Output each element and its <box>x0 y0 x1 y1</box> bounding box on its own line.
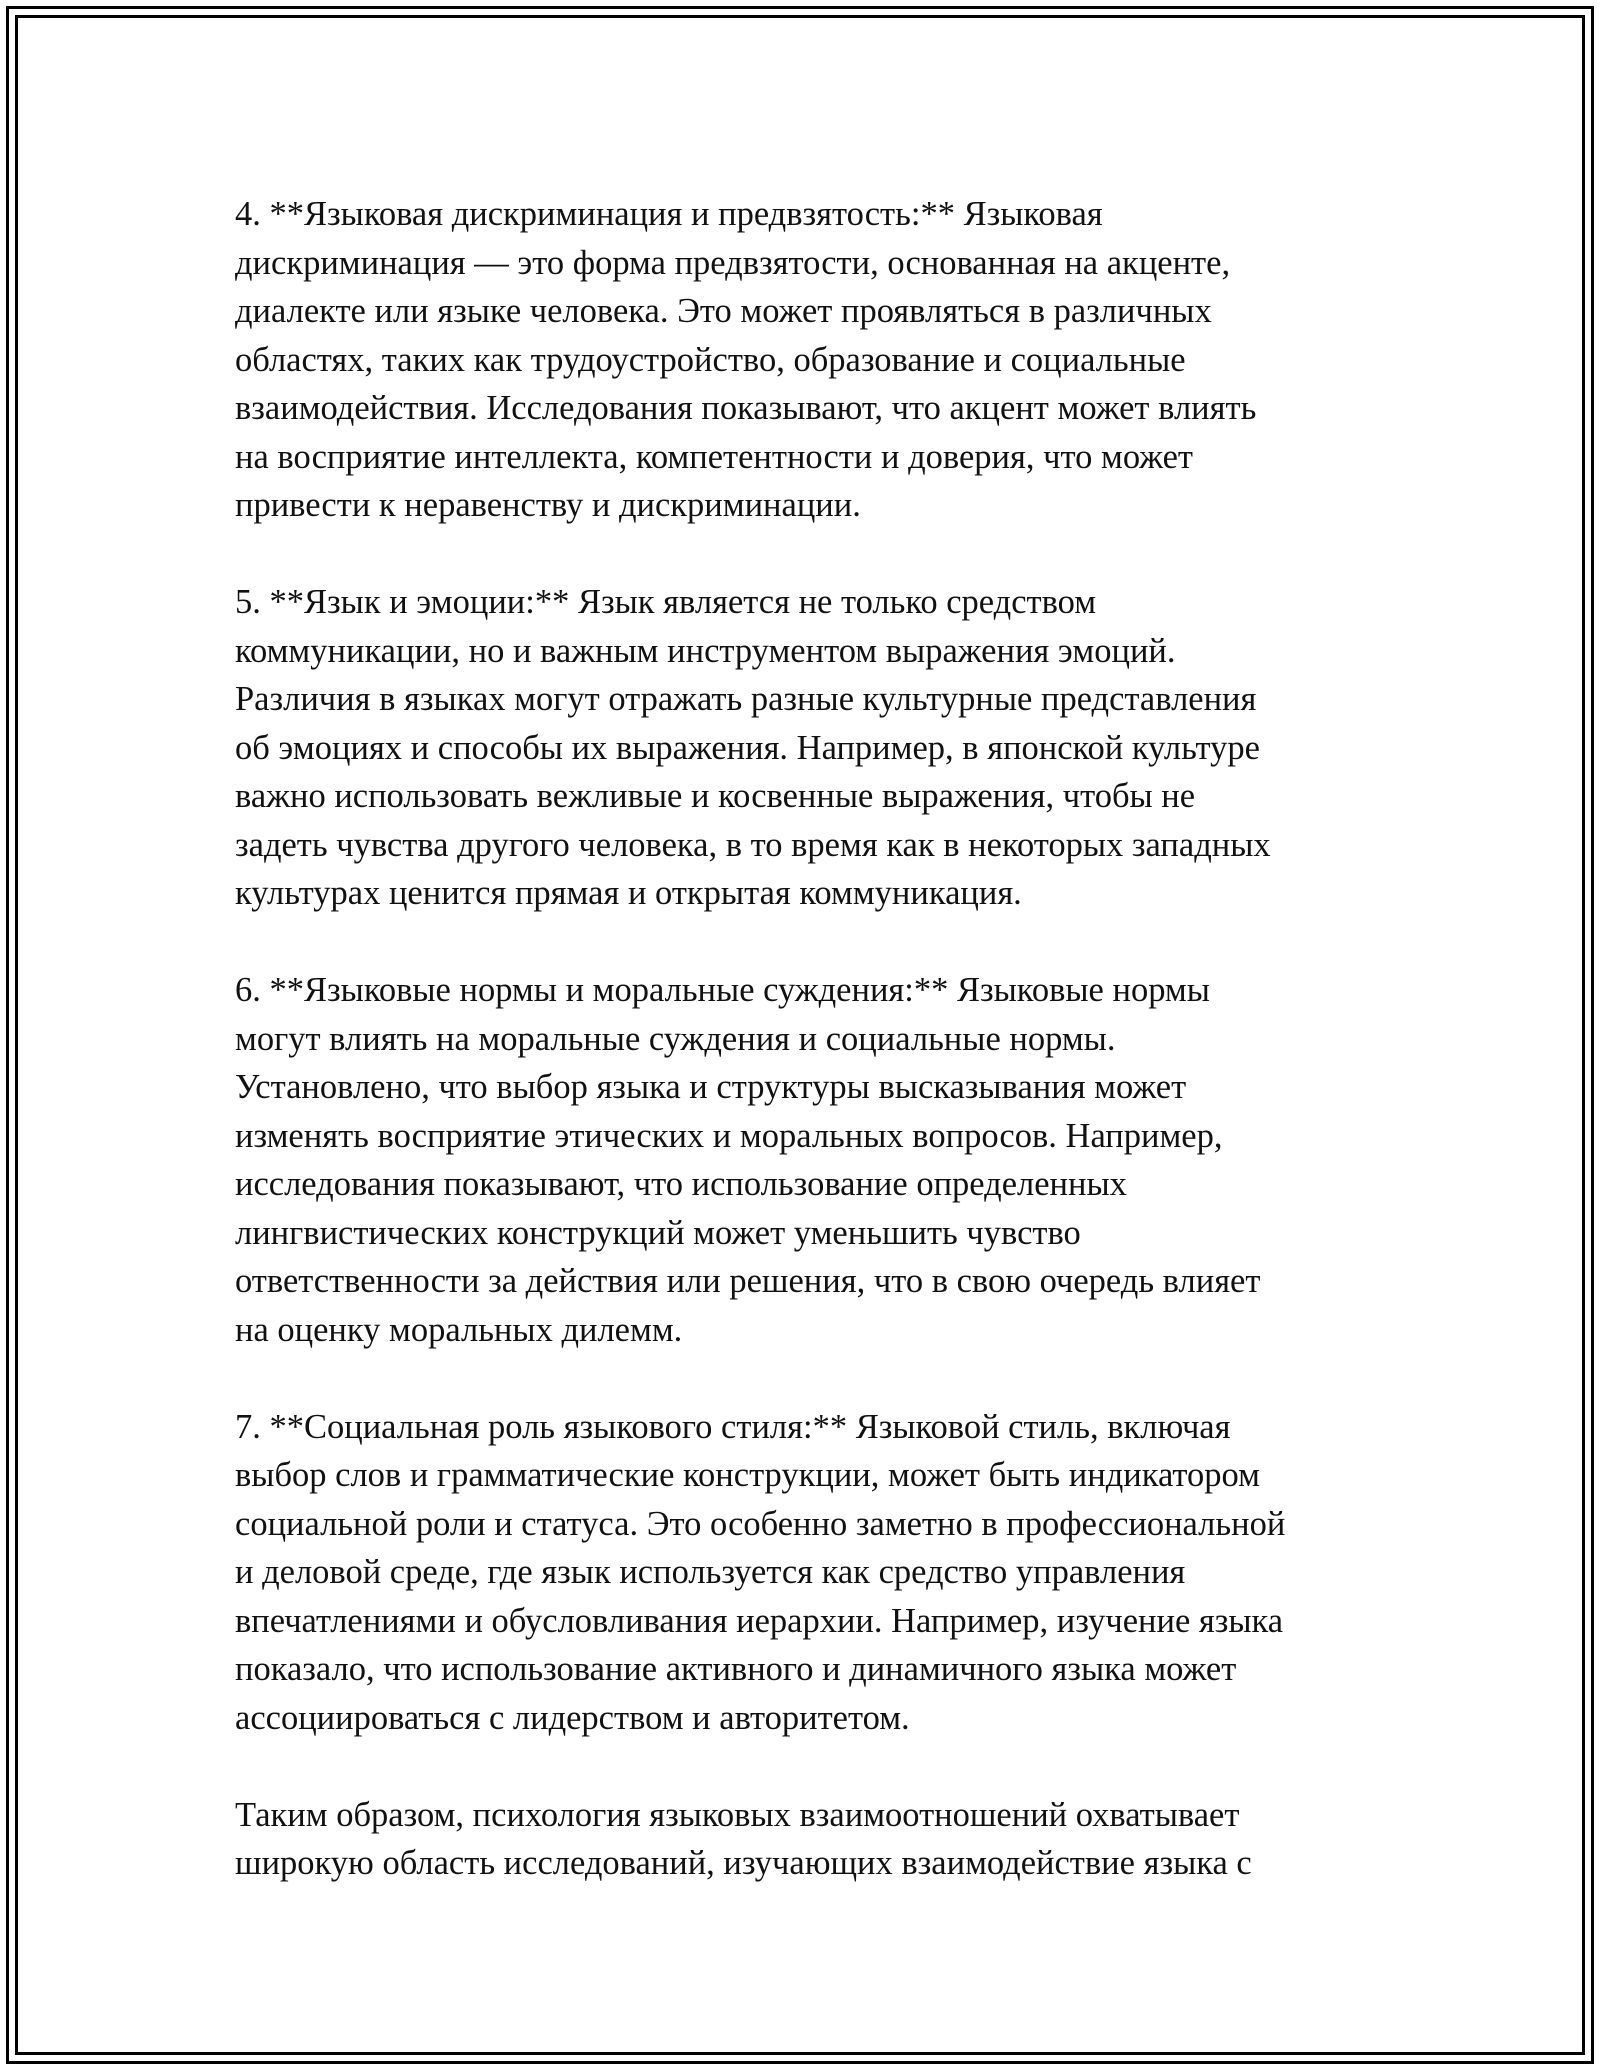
paragraph-conclusion: Таким образом, психология языковых взаимоотношений охватывает широкую область исследований, изучающих взаимодействие языка с <box>235 1795 1252 1882</box>
paragraph-social-role-language-style: 7. **Социальная роль языкового стиля:** Языковой стиль, включая выбор слов и грамматические конструкции, может быть индикатором социальной роли и статуса. Это особенно заметно в профессиональной и деловой среде, где язык используется как средство управления впечатлениями и обусловливания иерархии. Например, изучение языка показало, что использование активного и динамичного языка может ассоциироваться с лидерством и авторитетом. <box>235 1407 1286 1737</box>
paragraph-language-discrimination: 4. **Языковая дискриминация и предвзятость:** Языковая дискриминация — это форма предвзятости, основанная на акценте, диалекте или языке человека. Это может проявляться в различных областях, таких как трудоустройство, образование и социальные взаимодействия. Исследования показывают, что акцент может влиять на восприятие интеллекта, компетентности и доверия, что может привести к неравенству и дискриминации. <box>235 195 1257 524</box>
paragraph-language-and-emotions: 5. **Язык и эмоции:** Язык является не только средством коммуникации, но и важным инструментом выражения эмоций. Различия в языках могут отражать разные культурные представления об эмоциях и способы их выражения. Например, в японской культуре важно использовать вежливые и косвенные выражения, чтобы не задеть чувства другого человека, в то время как в некоторых западных культурах ценится прямая и открытая коммуникация. <box>235 583 1271 912</box>
paragraph-language-norms-moral-judgments: 6. **Языковые нормы и моральные суждения:** Языковые нормы могут влиять на моральные суждения и социальные нормы. Установлено, что выбор языка и структуры высказывания может изменять восприятие этических и моральных вопросов. Например, исследования показывают, что использование определенных лингвистических конструкций может уменьшить чувство ответственности за действия или решения, что в свою очередь влияет на оценку моральных дилемм. <box>235 971 1261 1349</box>
document-body <box>235 190 1375 1936</box>
